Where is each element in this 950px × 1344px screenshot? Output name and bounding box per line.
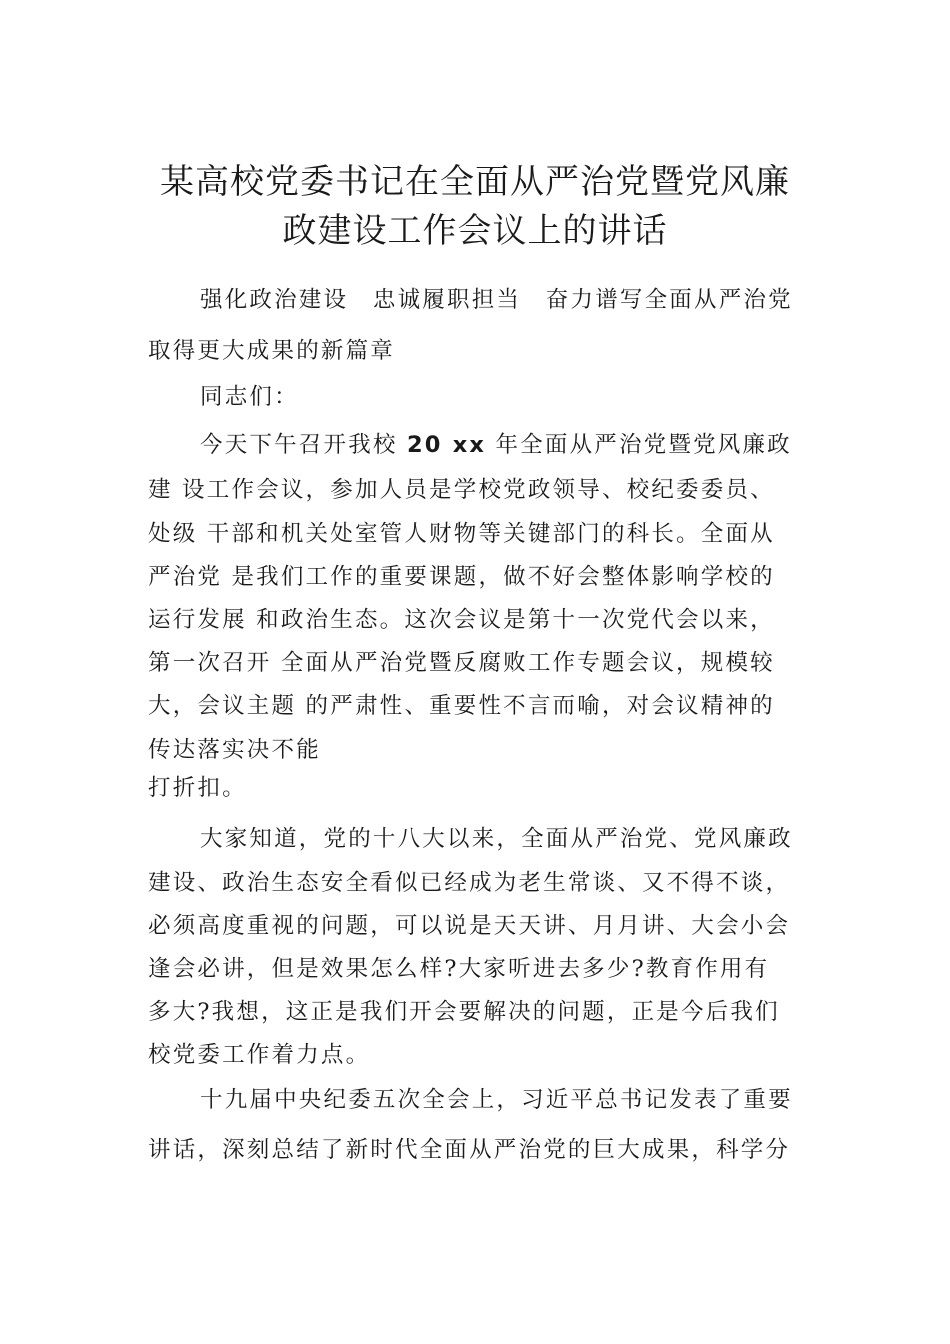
- paragraph-2-line-2: 建设、政治生态安全看似已经成为老生常谈、又不得不谈，: [148, 870, 791, 896]
- paragraph-1-line-1: [200, 430, 792, 460]
- greeting: 同志们：: [200, 384, 299, 410]
- paragraph-2-line-3: 必须高度重视的问题，可以说是天天讲、月月讲、大会小会: [148, 913, 791, 939]
- document-title-line-1: 某高校党委书记在全面从严治党暨党风廉: [160, 162, 790, 202]
- paragraph-1-line-6: 第一次召开 全面从严治党暨反腐败工作专题会议，规模较: [148, 650, 775, 676]
- subtitle-line-1: 强化政治建设 忠诚履职担当 奋力谱写全面从严治党: [200, 287, 793, 313]
- paragraph-3-line-1: 十九届中央纪委五次全会上，习近平总书记发表了重要: [200, 1087, 793, 1113]
- paragraph-1-line-1-post: 年全面从严治党暨党风廉政: [486, 432, 792, 458]
- document-title-line-2: 政建设工作会议上的讲话: [282, 211, 668, 251]
- paragraph-1-line-5: 运行发展 和政治生态。这次会议是第十一次党代会以来，: [148, 607, 775, 633]
- paragraph-1-line-3: 处级 干部和机关处室管人财物等关键部门的科长。全面从: [148, 521, 775, 547]
- paragraph-2-line-6: 校党委工作着力点。: [148, 1042, 371, 1068]
- paragraph-1-line-2: 建 设工作会议，参加人员是学校党政领导、校纪委委员、: [148, 477, 775, 503]
- paragraph-2-line-1: 大家知道，党的十八大以来，全面从严治党、党风廉政: [200, 826, 793, 852]
- paragraph-1-line-9: 打折扣。: [148, 775, 247, 801]
- year-placeholder: 20 xx: [406, 432, 487, 458]
- subtitle-line-2: 取得更大成果的新篇章: [148, 338, 396, 364]
- paragraph-2-line-5: 多大?我想，这正是我们开会要解决的问题，正是今后我们: [148, 999, 780, 1025]
- paragraph-2-line-4: 逢会必讲，但是效果怎么样?大家听进去多少?教育作用有: [148, 956, 770, 982]
- paragraph-1-line-1-pre: 今天下午召开我校: [200, 432, 407, 458]
- paragraph-1-line-8: 传达落实决不能: [148, 737, 321, 763]
- paragraph-1-line-7: 大，会议主题 的严肃性、重要性不言而喻，对会议精神的: [148, 693, 775, 719]
- paragraph-3-line-2: 讲话，深刻总结了新时代全面从严治党的巨大成果，科学分: [148, 1137, 791, 1163]
- paragraph-1-line-4: 严治党 是我们工作的重要课题，做不好会整体影响学校的: [148, 564, 775, 590]
